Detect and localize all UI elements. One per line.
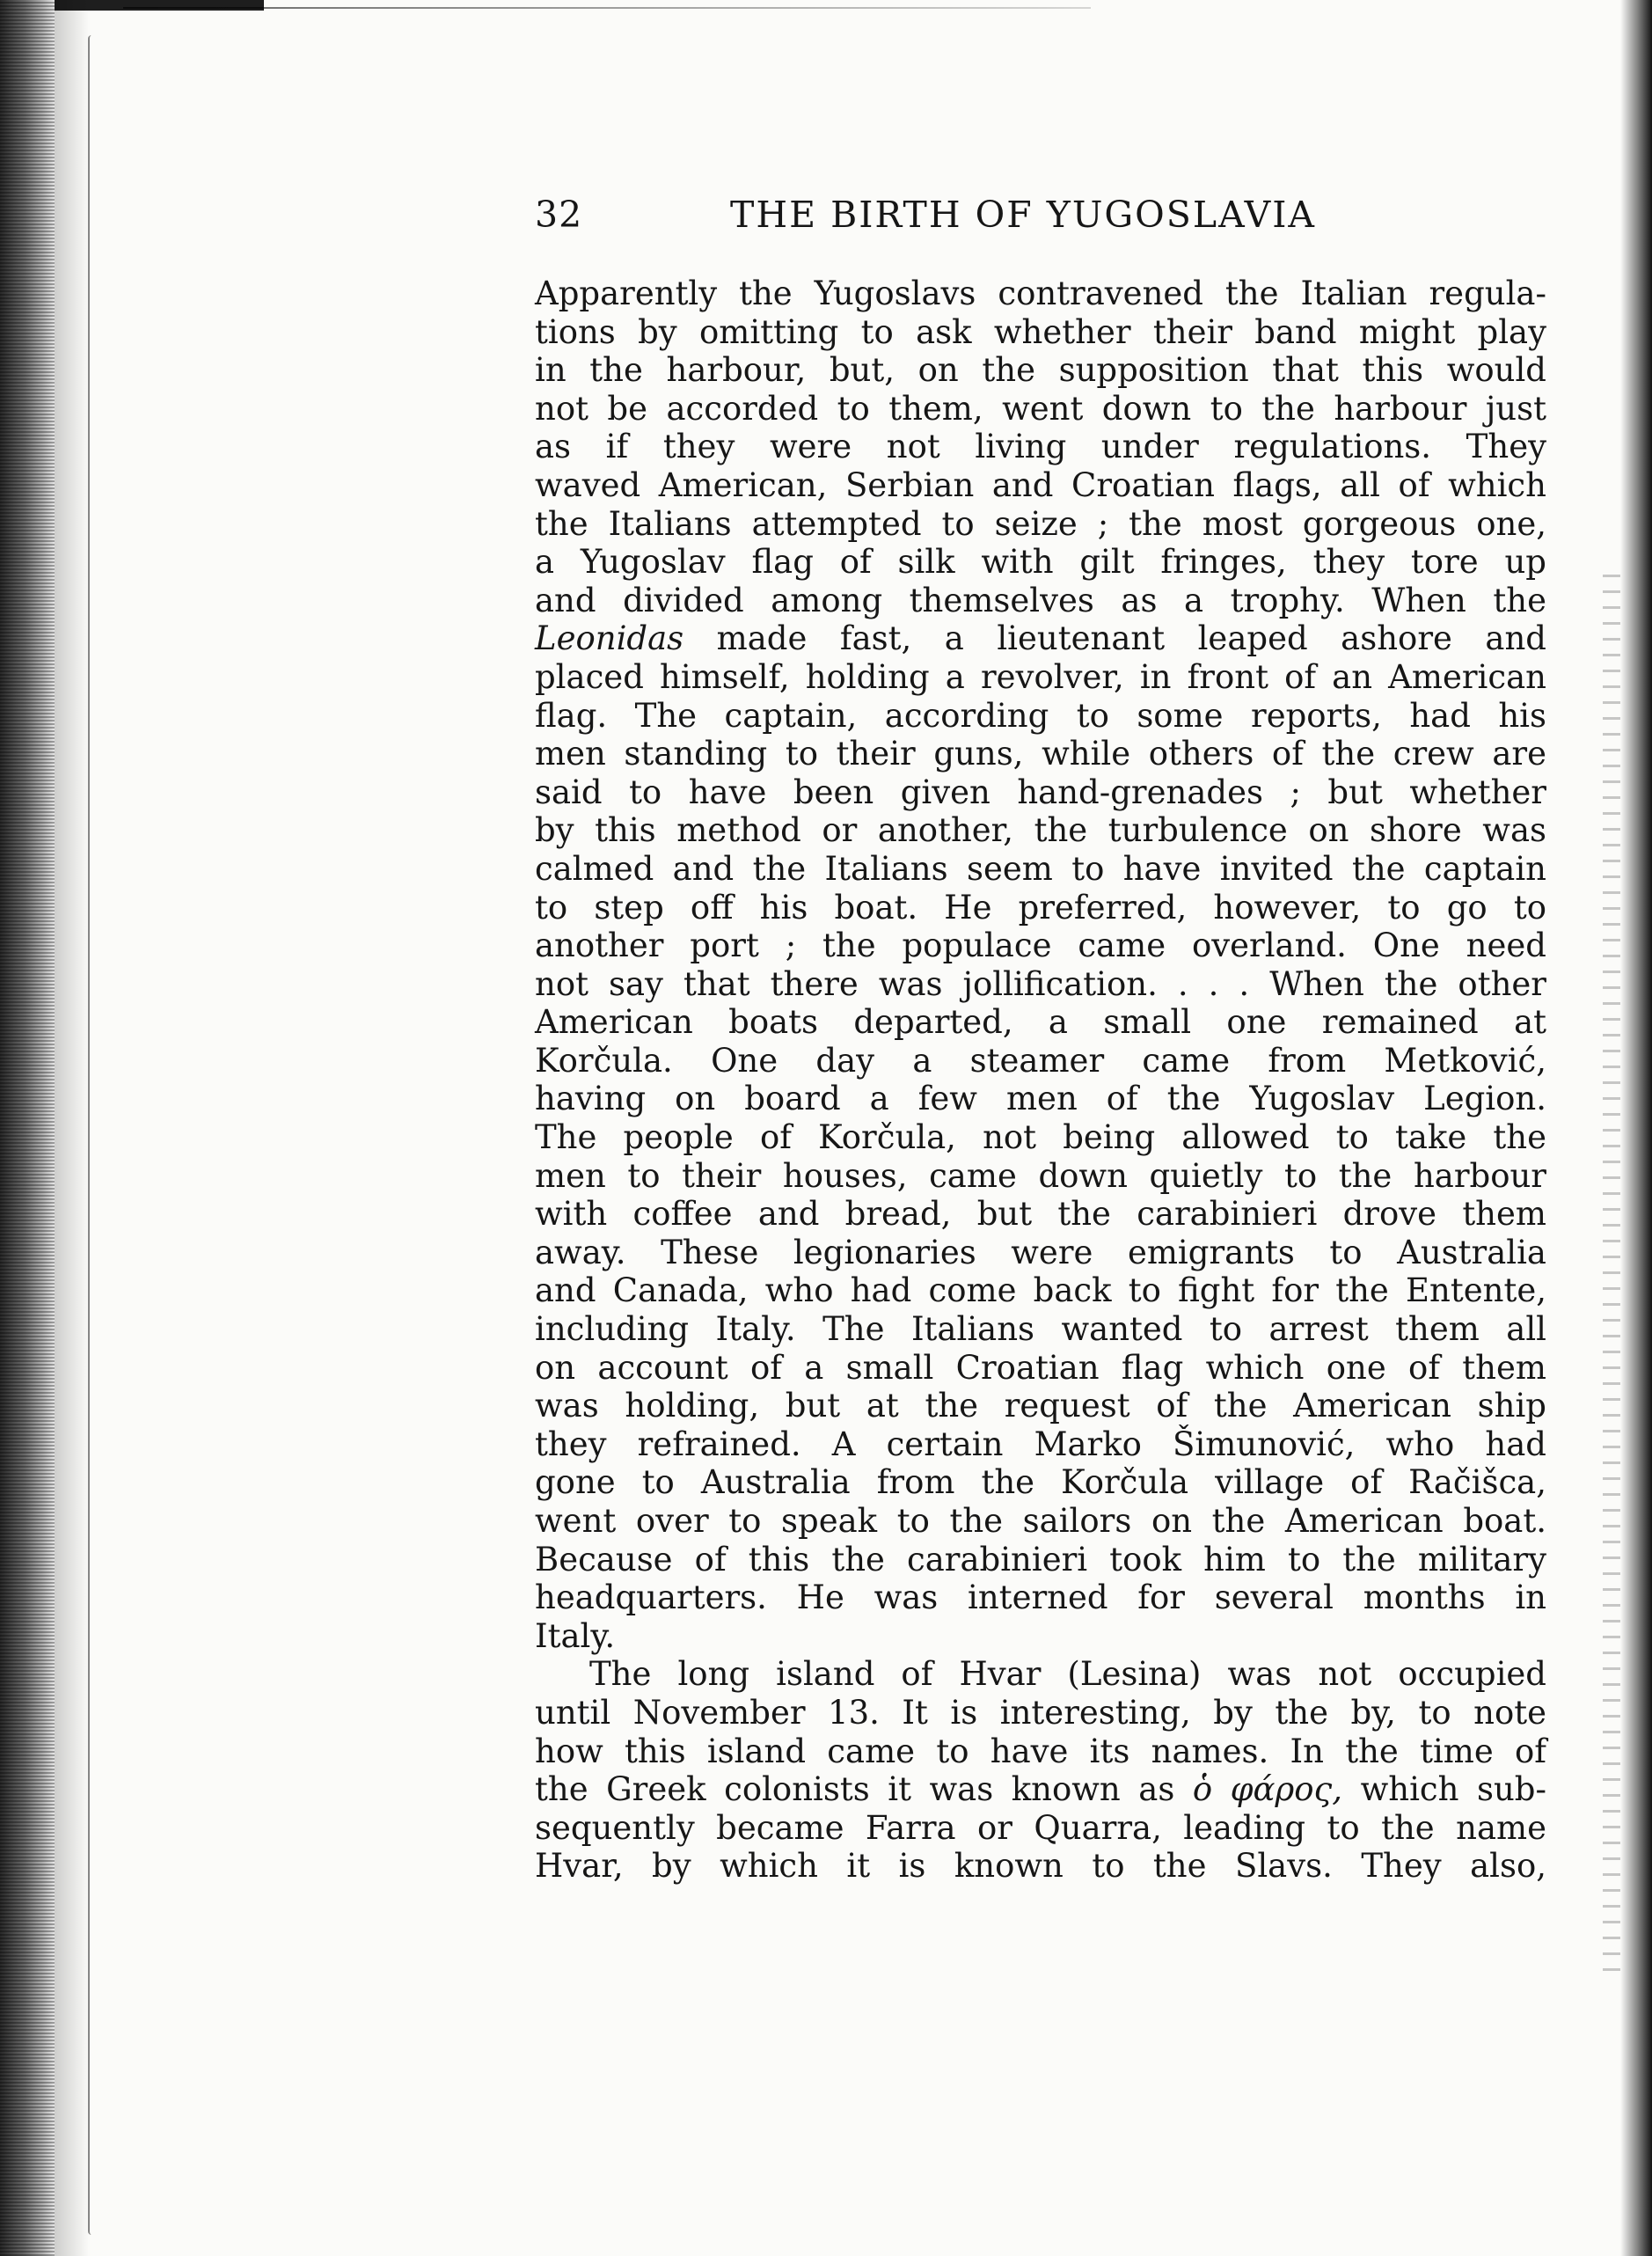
right-edge-speckles — [1603, 563, 1620, 1971]
text-line: Hvar, by which it is known to the Slavs. They also, — [535, 1847, 1546, 1886]
text-line: Korčula. One day a steamer came from Metković, — [535, 1041, 1546, 1080]
text-line: with coffee and bread, but the carabinieri drove them — [535, 1195, 1546, 1234]
left-binding-shadow — [0, 0, 55, 2256]
text-line: The people of Korčula, not being allowed to take the — [535, 1118, 1546, 1157]
text-line-start: the Greek colonists it was known as — [535, 1770, 1193, 1809]
text-line: headquarters. He was interned for several months in — [535, 1578, 1546, 1617]
text-line: placed himself, holding a revolver, in front of an American — [535, 657, 1546, 696]
text-line-rest: made fast, a lieutenant leaped ashore and — [683, 619, 1546, 658]
text-line: not be accorded to them, went down to the harbour just — [535, 389, 1546, 428]
text-line: having on board a few men of the Yugoslav Legion. — [535, 1080, 1546, 1118]
body-text — [535, 275, 1546, 1886]
text-line: until November 13. It is interesting, by the by, to note — [535, 1693, 1546, 1732]
top-edge-rule — [123, 7, 1091, 9]
text-line: waved American, Serbian and Croatian flags, all of which — [535, 465, 1546, 504]
text-line: Because of this the carabinieri took him to the military — [535, 1540, 1546, 1578]
text-line: not say that there was jollification. . . . When the other — [535, 964, 1546, 1003]
right-edge-shadow — [1620, 0, 1652, 2256]
text-line: how this island came to have its names. In the time of — [535, 1732, 1546, 1770]
text-line: to step off his boat. He preferred, however, to go to — [535, 888, 1546, 927]
text-line: away. These legionaries were emigrants to Australia — [535, 1233, 1546, 1271]
text-line: calmed and the Italians seem to have invited the captain — [535, 849, 1546, 888]
text-line: the Italians attempted to seize ; the most gorgeous one, — [535, 504, 1546, 543]
page-number: 32 — [535, 194, 583, 236]
text-block — [535, 188, 1546, 1886]
text-line: and divided among themselves as a trophy. When the — [535, 581, 1546, 619]
text-line: as if they were not living under regulations. They — [535, 428, 1546, 466]
text-line — [535, 1770, 1546, 1809]
text-line: went over to speak to the sailors on the American boat. — [535, 1502, 1546, 1540]
left-page-curve — [88, 35, 95, 2235]
text-line: flag. The captain, according to some reports, had his — [535, 696, 1546, 735]
text-line: was holding, but at the request of the American ship — [535, 1387, 1546, 1425]
text-line: on account of a small Croatian flag which one of them — [535, 1348, 1546, 1387]
text-line: by this method or another, the turbulence on shore was — [535, 811, 1546, 850]
text-line: including Italy. The Italians wanted to arrest them all — [535, 1310, 1546, 1349]
running-title: THE BIRTH OF YUGOSLAVIA — [730, 194, 1317, 236]
text-line: another port ; the populace came overland. One need — [535, 927, 1546, 965]
text-line: Apparently the Yugoslavs contravened the Italian regula- — [535, 275, 1546, 312]
text-line-rest: which sub- — [1342, 1770, 1546, 1809]
ship-name-leonidas: Leonidas — [535, 619, 684, 658]
greek-name-pharos: ὁ φάρος, — [1192, 1770, 1343, 1809]
text-line — [535, 619, 1546, 658]
text-line: tions by omitting to ask whether their band might play — [535, 312, 1546, 351]
text-line: and Canada, who had come back to fight for the Entente, — [535, 1271, 1546, 1310]
left-gutter-shade — [55, 0, 90, 2256]
text-line: men standing to their guns, while others of the crew are — [535, 735, 1546, 773]
running-head — [535, 188, 1546, 241]
text-line: they refrained. A certain Marko Šimunović, who had — [535, 1425, 1546, 1463]
text-line: gone to Australia from the Korčula village of Račišca, — [535, 1463, 1546, 1502]
text-line: said to have been given hand-grenades ; but whether — [535, 773, 1546, 811]
text-line: American boats departed, a small one remained at — [535, 1003, 1546, 1042]
text-line: a Yugoslav flag of silk with gilt fringes, they tore up — [535, 543, 1546, 582]
text-line: in the harbour, but, on the supposition that this would — [535, 351, 1546, 390]
text-line: sequently became Farra or Quarra, leading to the name — [535, 1808, 1546, 1847]
text-line: The long island of Hvar (Lesina) was not occupied — [589, 1655, 1546, 1694]
text-line: Italy. — [535, 1616, 616, 1655]
text-line: men to their houses, came down quietly to the harbour — [535, 1156, 1546, 1195]
